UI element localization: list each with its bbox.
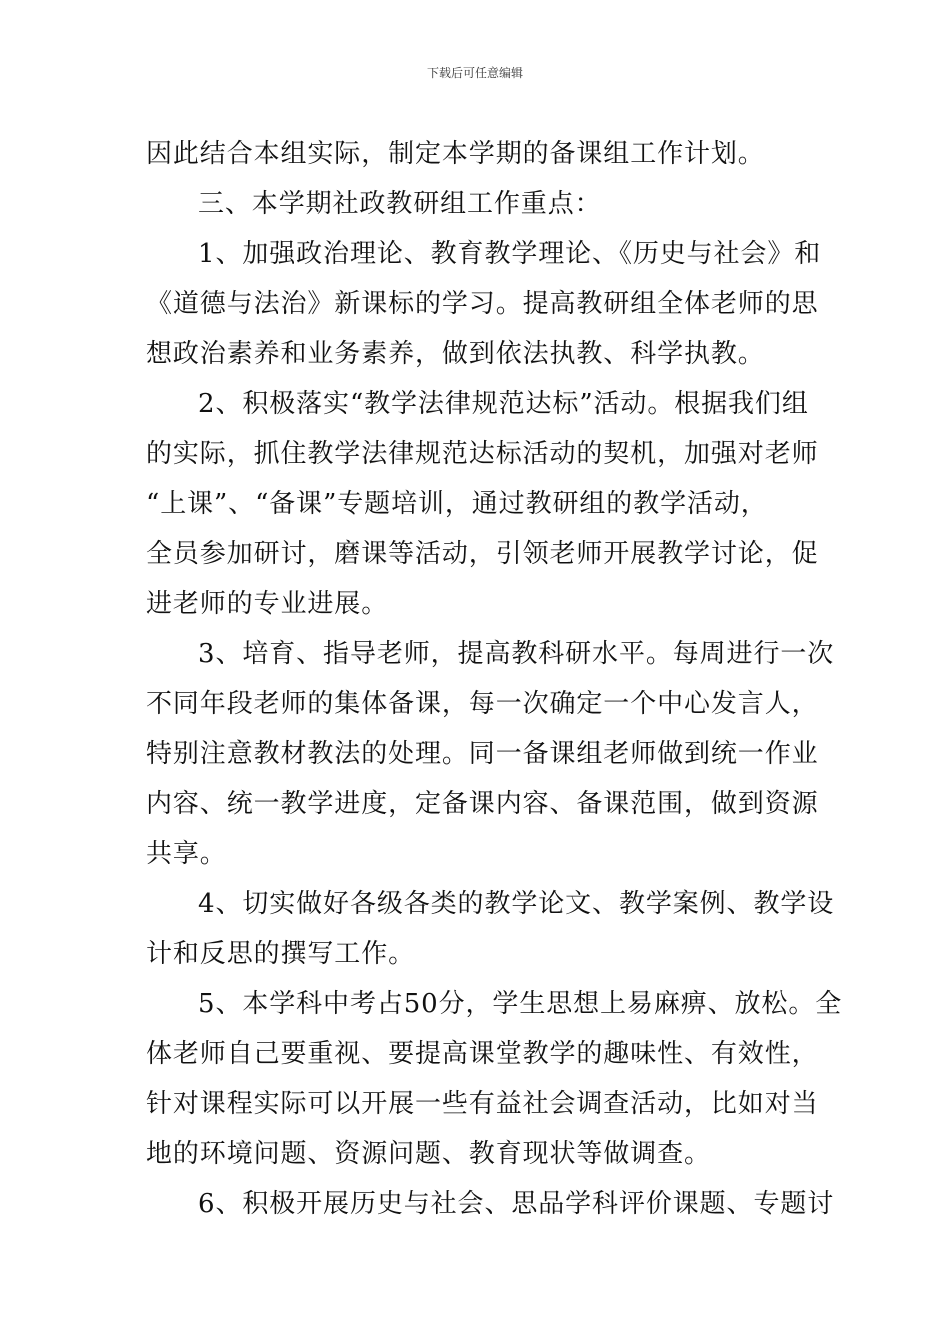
text-line: 的实际，抓住教学法律规范达标活动的契机，加强对老师 [146,439,819,469]
paragraph [146,1179,835,1229]
text-line: 因此结合本组实际，制定本学期的备课组工作计划。 [146,139,765,169]
text-line: 6、积极开展历史与社会、思品学科评价课题、专题讨 [198,1189,835,1219]
text-line: 4、切实做好各级各类的教学论文、教学案例、教学设 [198,889,835,919]
text-line: 体老师自己要重视、要提高课堂教学的趣味性、有效性， [146,1039,819,1069]
text-line: 内容、统一教学进度，定备课内容、备课范围，做到资源 [146,789,819,819]
text-line: 2、积极落实“教学法律规范达标”活动。根据我们组 [198,389,809,419]
text-line: 计和反思的撰写工作。 [146,939,416,969]
text-line: 三、本学期社政教研组工作重点： [198,189,602,219]
document-body [146,129,843,1229]
text-line: 不同年段老师的集体备课，每一次确定一个中心发言人， [146,689,819,719]
text-line: 《道德与法治》新课标的学习。提高教研组全体老师的思 [146,289,819,319]
text-line: 5、本学科中考占50分，学生思想上易麻痹、放松。全 [198,989,843,1019]
text-line: 共享。 [146,839,227,869]
text-line: 3、培育、指导老师，提高教科研水平。每周进行一次 [198,639,835,669]
section-heading [146,179,811,229]
text-line: 全员参加研讨，磨课等活动，引领老师开展教学讨论，促 [146,539,819,569]
paragraph [146,229,822,379]
paragraph [146,129,811,179]
text-line: 想政治素养和业务素养，做到依法执教、科学执教。 [146,339,765,369]
text-line: 地的环境问题、资源问题、教育现状等做调查。 [146,1139,711,1169]
paragraph [146,979,843,1179]
text-line: “上课”、“备课”专题培训，通过教研组的教学活动， [146,489,768,519]
paragraph [146,629,835,879]
page-header-note: 下载后可任意编辑 [426,66,523,80]
text-line: 1、加强政治理论、教育教学理论、《历史与社会》和 [198,239,822,269]
text-line: 进老师的专业进展。 [146,589,389,619]
paragraph [146,379,819,629]
text-line: 针对课程实际可以开展一些有益社会调查活动，比如对当 [146,1089,819,1119]
text-line: 特别注意教材教法的处理。同一备课组老师做到统一作业 [146,739,819,769]
paragraph [146,879,835,979]
